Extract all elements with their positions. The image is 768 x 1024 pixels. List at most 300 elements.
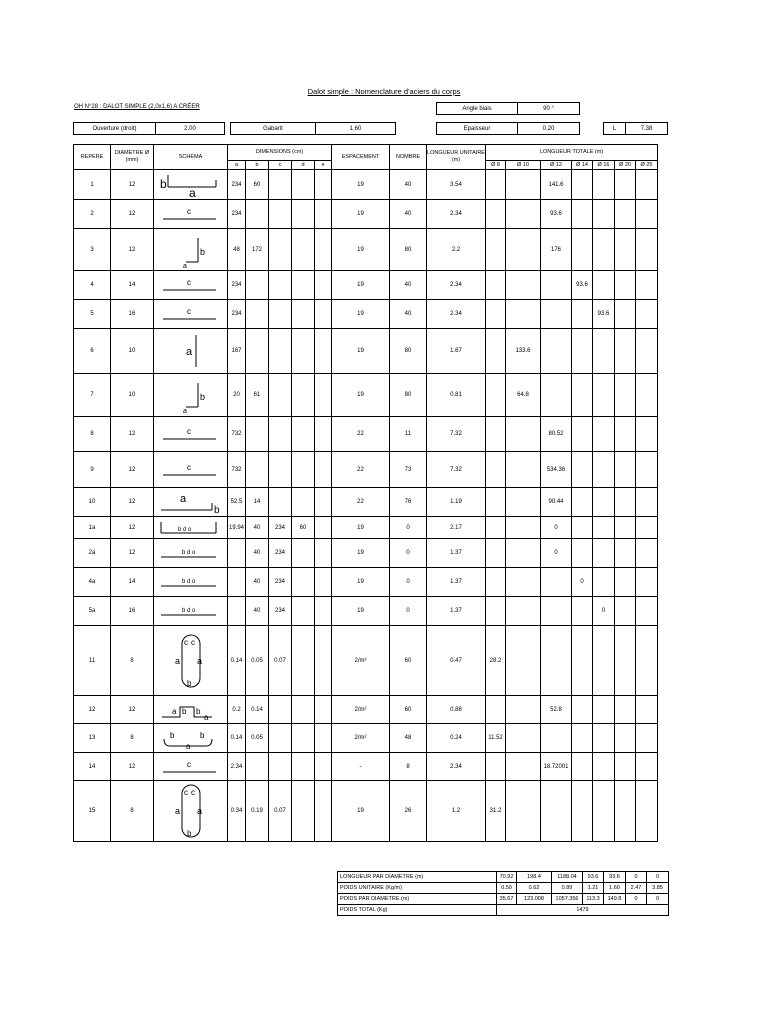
longueur-totale-cell [486, 229, 506, 271]
svg-text:c: c [183, 637, 188, 647]
dimension-cell [315, 452, 332, 488]
dimension-cell: 732 [228, 452, 246, 488]
longueur-totale-cell [541, 329, 572, 374]
longueur-totale-cell: 90.44 [541, 488, 572, 517]
longueur-totale-cell [636, 300, 658, 329]
longueur-totale-cell [486, 417, 506, 452]
espacement-cell: 19 [332, 568, 390, 597]
totals-cell: 1057.356 [552, 894, 583, 905]
svg-text:a: a [185, 742, 190, 749]
repere-cell: 14 [74, 753, 111, 781]
longueur-totale-cell [636, 753, 658, 781]
ouverture-label: Ouverture (droit) [73, 122, 156, 135]
longueur-totale-cell [541, 597, 572, 626]
longueur-totale-cell [615, 417, 636, 452]
bar-shape-diagram [154, 573, 227, 591]
table-row [74, 568, 658, 597]
epaisseur-value: 0.20 [517, 122, 580, 135]
longueur-totale-cell [486, 753, 506, 781]
repere-cell: 2 [74, 200, 111, 229]
totals-cell: 1188.04 [552, 872, 583, 883]
svg-text:b: b [186, 678, 191, 688]
dimension-cell [269, 329, 292, 374]
longueur-totale-cell [593, 452, 615, 488]
longueur-totale-cell [486, 517, 506, 539]
espacement-cell: 22 [332, 452, 390, 488]
header-dim-a: a [228, 161, 246, 170]
repere-cell: 4 [74, 271, 111, 300]
longueur-totale-cell: 0 [541, 539, 572, 568]
dimension-cell [292, 488, 315, 517]
table-row [74, 229, 658, 271]
svg-text:b: b [199, 731, 204, 740]
totals-cell: 93.6 [583, 872, 604, 883]
schema-cell [154, 200, 228, 229]
longueur-unitaire-cell: 2.34 [427, 300, 486, 329]
longueur-totale-cell [636, 417, 658, 452]
header-diam-20: Ø 20 [615, 161, 636, 170]
dimension-cell [228, 597, 246, 626]
longueur-totale-cell [615, 452, 636, 488]
longueur-totale-cell [615, 374, 636, 417]
diametre-cell: 12 [111, 200, 154, 229]
schema-cell [154, 626, 228, 696]
repere-cell: 1 [74, 170, 111, 200]
header-diametre: DIAMETRE Ø (mm) [111, 145, 154, 170]
svg-text:b: b [186, 829, 191, 838]
longueur-totale-cell [636, 374, 658, 417]
svg-text:c: c [190, 788, 195, 797]
header-diam-14: Ø 14 [572, 161, 593, 170]
nombre-cell: 60 [390, 696, 427, 724]
dimension-cell [269, 200, 292, 229]
schema-cell [154, 781, 228, 842]
longueur-totale-cell [636, 517, 658, 539]
dimension-cell: 60 [246, 170, 269, 200]
bar-shape-diagram [154, 276, 227, 294]
longueur-totale-cell [486, 568, 506, 597]
longueur-totale-cell [636, 781, 658, 842]
diametre-cell: 12 [111, 170, 154, 200]
dimension-cell [292, 229, 315, 271]
dimension-cell [228, 568, 246, 597]
totals-poids-total-value: 1479 [497, 905, 669, 916]
espacement-cell: 19 [332, 517, 390, 539]
repere-cell: 8 [74, 417, 111, 452]
bar-shape-diagram [154, 727, 227, 749]
longueur-unitaire-cell: 1.67 [427, 329, 486, 374]
totals-cell: 0.89 [552, 883, 583, 894]
dimension-cell [246, 452, 269, 488]
angle-value: 90 ° [517, 102, 580, 115]
dimension-cell [246, 417, 269, 452]
table-row [74, 753, 658, 781]
dimension-cell: 0.07 [269, 781, 292, 842]
longueur-totale-cell: 11.52 [486, 724, 506, 753]
longueur-totale-cell [593, 539, 615, 568]
bar-shape-diagram [154, 305, 227, 323]
totals-poids-diametre-label: POIDS PAR DIAMETRE (m) [338, 894, 497, 905]
repere-cell: 10 [74, 488, 111, 517]
dimension-cell [292, 271, 315, 300]
longueur-unitaire-cell: 2.34 [427, 271, 486, 300]
dimension-cell: 234 [269, 539, 292, 568]
dimension-cell [315, 626, 332, 696]
dimension-cell: 40 [246, 568, 269, 597]
totals-poids-total-row [338, 905, 669, 916]
bar-shape-diagram [154, 781, 227, 841]
longueur-totale-cell [636, 452, 658, 488]
totals-cell: 123.008 [517, 894, 552, 905]
diametre-cell: 12 [111, 696, 154, 724]
longueur-totale-cell [593, 488, 615, 517]
dimension-cell [292, 724, 315, 753]
longueur-totale-cell [636, 229, 658, 271]
dimension-cell: 14 [246, 488, 269, 517]
dimension-cell [292, 170, 315, 200]
dimension-cell: 20 [228, 374, 246, 417]
longueur-totale-cell [615, 781, 636, 842]
svg-text:c: c [186, 759, 191, 769]
dimension-cell: 19.94 [228, 517, 246, 539]
table-row [74, 271, 658, 300]
dimension-cell [292, 626, 315, 696]
header-diam-16: Ø 16 [593, 161, 615, 170]
longueur-unitaire-cell: 1.37 [427, 539, 486, 568]
header-dim-b: b [246, 161, 269, 170]
dimension-cell: 61 [246, 374, 269, 417]
longueur-totale-cell [572, 488, 593, 517]
longueur-totale-cell: 80.52 [541, 417, 572, 452]
nombre-cell: 48 [390, 724, 427, 753]
longueur-totale-cell [572, 229, 593, 271]
diametre-cell: 8 [111, 724, 154, 753]
longueur-totale-cell [486, 374, 506, 417]
diametre-cell: 10 [111, 374, 154, 417]
totals-cell: 35.67 [497, 894, 517, 905]
longueur-totale-cell [593, 417, 615, 452]
espacement-cell: 19 [332, 200, 390, 229]
longueur-totale-cell [506, 539, 541, 568]
longueur-totale-cell [636, 724, 658, 753]
dimension-cell: 234 [228, 170, 246, 200]
svg-text:b: b [169, 731, 174, 740]
longueur-totale-cell: 31.2 [486, 781, 506, 842]
longueur-totale-cell [636, 200, 658, 229]
repere-cell: 12 [74, 696, 111, 724]
nombre-cell: 73 [390, 452, 427, 488]
longueur-totale-cell [593, 568, 615, 597]
longueur-unitaire-cell: 2.34 [427, 753, 486, 781]
dimension-cell [269, 724, 292, 753]
repere-cell: 1a [74, 517, 111, 539]
dimension-cell: 40 [246, 517, 269, 539]
diametre-cell: 8 [111, 781, 154, 842]
longueur-totale-cell [541, 781, 572, 842]
longueur-unitaire-cell: 0.81 [427, 374, 486, 417]
table-row [74, 329, 658, 374]
dimension-cell: 0.05 [246, 626, 269, 696]
svg-text:b d o: b d o [181, 579, 195, 585]
bar-shape-diagram [154, 425, 227, 443]
dimension-cell: 0.14 [228, 626, 246, 696]
table-row [74, 200, 658, 229]
longueur-unitaire-cell: 2.34 [427, 200, 486, 229]
header-espacement: ESPACEMENT [332, 145, 390, 170]
bar-shape-diagram [154, 699, 227, 721]
longueur-totale-cell: 133.6 [506, 329, 541, 374]
longueur-totale-cell [486, 200, 506, 229]
longueur-totale-cell [615, 724, 636, 753]
longueur-totale-cell [615, 200, 636, 229]
longueur-totale-cell [636, 329, 658, 374]
schema-cell [154, 271, 228, 300]
totals-cell: 93.6 [604, 872, 626, 883]
dimension-cell [315, 488, 332, 517]
totals-cell: 0 [626, 894, 647, 905]
longueur-totale-cell [615, 300, 636, 329]
svg-text:c: c [186, 307, 191, 316]
totals-longueur-row [338, 872, 669, 883]
totals-longueur-label: LONGUEUR PAR DIAMETRE (m) [338, 872, 497, 883]
dimension-cell [269, 271, 292, 300]
bar-shape-diagram [154, 331, 227, 371]
totals-cell: 113.3 [583, 894, 604, 905]
dimension-cell: 234 [269, 597, 292, 626]
longueur-totale-cell: 93.6 [541, 200, 572, 229]
longueur-unitaire-cell: 3.54 [427, 170, 486, 200]
repere-cell: 2a [74, 539, 111, 568]
longueur-unitaire-cell: 1.2 [427, 781, 486, 842]
dimension-cell [269, 229, 292, 271]
bar-shape-diagram [154, 544, 227, 562]
header-dim-d: d [292, 161, 315, 170]
svg-text:c: c [190, 637, 195, 647]
longueur-totale-cell [506, 229, 541, 271]
dimension-cell: 234 [228, 300, 246, 329]
table-row [74, 452, 658, 488]
longueur-totale-cell [593, 724, 615, 753]
espacement-cell: 19 [332, 329, 390, 374]
schema-cell [154, 517, 228, 539]
bar-shape-diagram [154, 205, 227, 223]
repere-cell: 3 [74, 229, 111, 271]
longueur-totale-cell [506, 626, 541, 696]
longueur-totale-cell [572, 724, 593, 753]
longueur-totale-cell [572, 300, 593, 329]
nombre-cell: 40 [390, 200, 427, 229]
nombre-cell: 60 [390, 626, 427, 696]
longueur-totale-cell [636, 568, 658, 597]
bar-shape-diagram [154, 758, 227, 776]
dimension-cell [269, 452, 292, 488]
svg-text:a: a [196, 806, 202, 816]
longueur-totale-cell [593, 753, 615, 781]
espacement-cell: 19 [332, 374, 390, 417]
longueur-unitaire-cell: 7.32 [427, 452, 486, 488]
longueur-totale-cell [506, 753, 541, 781]
dimension-cell [269, 696, 292, 724]
dimension-cell: 0.05 [246, 724, 269, 753]
schema-cell [154, 753, 228, 781]
dimension-cell [315, 696, 332, 724]
longueur-totale-cell [506, 781, 541, 842]
longueur-totale-cell [506, 517, 541, 539]
longueur-totale-cell [486, 300, 506, 329]
dimension-cell [246, 300, 269, 329]
longueur-totale-cell [541, 374, 572, 417]
longueur-totale-cell [506, 696, 541, 724]
svg-text:a: a [203, 712, 208, 721]
dimension-cell [315, 781, 332, 842]
schema-cell [154, 539, 228, 568]
longueur-totale-cell [593, 517, 615, 539]
header-longueur-unitaire: LONGUEUR UNITAIRE (m) [427, 145, 486, 170]
longueur-totale-cell [593, 271, 615, 300]
longueur-totale-cell [615, 329, 636, 374]
dimension-cell [246, 753, 269, 781]
dimension-cell [269, 170, 292, 200]
repere-cell: 13 [74, 724, 111, 753]
longueur-totale-cell: 141.6 [541, 170, 572, 200]
longueur-totale-cell [572, 374, 593, 417]
totals-poids-unitaire-label: POIDS UNITAIRE (Kg/m) [338, 883, 497, 894]
svg-text:a: a [174, 806, 180, 816]
header-longueur-totale: LONGUEUR TOTALE (m) [486, 145, 658, 161]
longueur-totale-cell [541, 626, 572, 696]
dimension-cell: 0.14 [228, 724, 246, 753]
longueur-totale-cell [572, 200, 593, 229]
svg-text:b d o: b d o [181, 608, 195, 614]
svg-text:a: a [179, 493, 186, 505]
bar-shape-diagram [154, 490, 227, 514]
dimension-cell: 172 [246, 229, 269, 271]
diametre-cell: 16 [111, 597, 154, 626]
schema-cell [154, 417, 228, 452]
dimension-cell: 60 [292, 517, 315, 539]
header-repere: REPERE [74, 145, 111, 170]
svg-text:c: c [186, 278, 191, 287]
longueur-totale-cell [572, 329, 593, 374]
diametre-cell: 16 [111, 300, 154, 329]
longueur-totale-cell [486, 271, 506, 300]
longueur-totale-cell [593, 229, 615, 271]
longueur-totale-cell [615, 271, 636, 300]
longueur-totale-cell [615, 753, 636, 781]
repere-cell: 5 [74, 300, 111, 329]
longueur-totale-cell [572, 753, 593, 781]
espacement-cell: - [332, 753, 390, 781]
schema-cell [154, 488, 228, 517]
ouverture-value: 2.00 [155, 122, 225, 135]
nombre-cell: 40 [390, 170, 427, 200]
nombre-cell: 0 [390, 517, 427, 539]
longueur-totale-cell: 64.8 [506, 374, 541, 417]
dimension-cell [246, 329, 269, 374]
schema-cell [154, 696, 228, 724]
espacement-cell: 19 [332, 539, 390, 568]
repere-cell: 15 [74, 781, 111, 842]
diametre-cell: 12 [111, 488, 154, 517]
table-row [74, 488, 658, 517]
dimension-cell [269, 374, 292, 417]
longueur-totale-cell [541, 724, 572, 753]
longueur-totale-cell [541, 568, 572, 597]
bar-shape-diagram [154, 631, 227, 691]
longueur-totale-cell: 176 [541, 229, 572, 271]
dimension-cell [315, 724, 332, 753]
longueur-unitaire-cell: 0.47 [427, 626, 486, 696]
espacement-cell: 2/m² [332, 696, 390, 724]
longueur-unitaire-cell: 0.88 [427, 696, 486, 724]
angle-label: Angle biais [436, 102, 518, 115]
dimension-cell [292, 597, 315, 626]
dimension-cell [269, 488, 292, 517]
longueur-totale-cell [615, 539, 636, 568]
dimension-cell: 0.34 [228, 781, 246, 842]
longueur-totale-cell [486, 539, 506, 568]
dimension-cell [269, 753, 292, 781]
dimension-cell [292, 539, 315, 568]
longueur-totale-cell [615, 517, 636, 539]
dimension-cell [246, 200, 269, 229]
dimension-cell [269, 417, 292, 452]
schema-cell [154, 452, 228, 488]
bar-shape-diagram [154, 518, 227, 538]
table-row [74, 374, 658, 417]
longueur-totale-cell: 534.36 [541, 452, 572, 488]
totals-cell: 1.60 [604, 883, 626, 894]
espacement-cell: 19 [332, 229, 390, 271]
totals-poids-diametre-row [338, 894, 669, 905]
schema-cell [154, 300, 228, 329]
dimension-cell [315, 374, 332, 417]
repere-cell: 9 [74, 452, 111, 488]
table-row [74, 300, 658, 329]
page-title: Dalot simple : Nomenclature d'aciers du corps [307, 87, 461, 96]
header-dim-c: c [269, 161, 292, 170]
longueur-totale-cell: 93.6 [572, 271, 593, 300]
nombre-cell: 80 [390, 329, 427, 374]
svg-text:a: a [196, 655, 202, 666]
nombre-cell: 8 [390, 753, 427, 781]
longueur-totale-cell [593, 626, 615, 696]
longueur-totale-cell [506, 597, 541, 626]
totals-cell: 198.4 [517, 872, 552, 883]
longueur-unitaire-cell: 2.17 [427, 517, 486, 539]
dimension-cell [315, 329, 332, 374]
bar-shape-diagram [154, 377, 227, 413]
diametre-cell: 12 [111, 753, 154, 781]
longueur-totale-cell [636, 488, 658, 517]
longueur-totale-cell [486, 329, 506, 374]
longueur-totale-cell [506, 568, 541, 597]
dimension-cell: 234 [228, 200, 246, 229]
dimension-cell [315, 300, 332, 329]
totals-cell: 0.62 [517, 883, 552, 894]
longueur-totale-cell [572, 781, 593, 842]
dimension-cell: 48 [228, 229, 246, 271]
longueur-totale-cell [486, 696, 506, 724]
dimension-cell [315, 753, 332, 781]
espacement-cell: 22 [332, 488, 390, 517]
dimension-cell [315, 271, 332, 300]
longueur-totale-cell [486, 452, 506, 488]
table-row [74, 539, 658, 568]
dimension-cell: 234 [269, 568, 292, 597]
svg-text:c: c [186, 462, 191, 472]
longueur-totale-cell: 52.8 [541, 696, 572, 724]
